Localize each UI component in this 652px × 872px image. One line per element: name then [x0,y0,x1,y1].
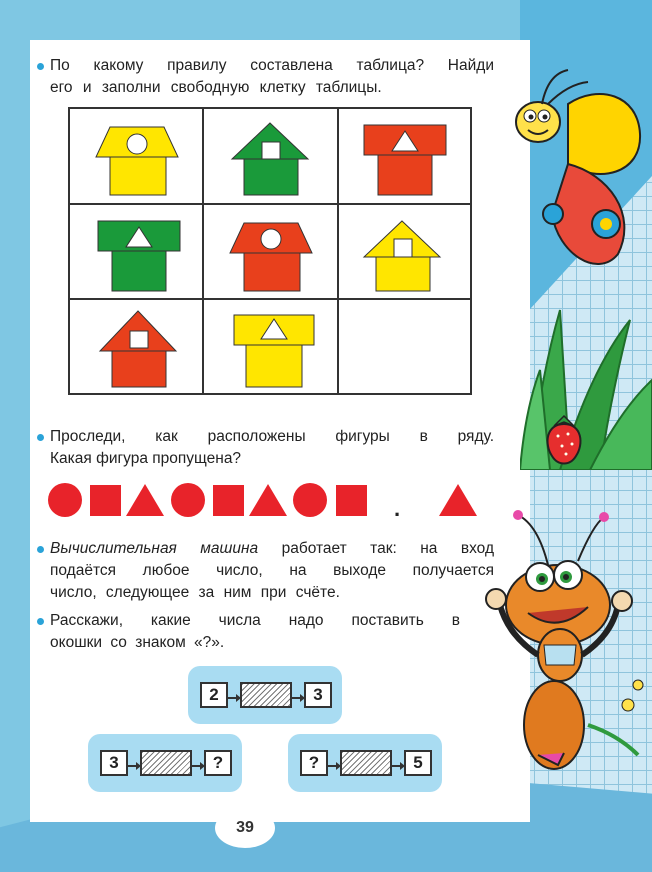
machine-task-italic: Вычислительная машина [50,540,259,557]
machine-body [140,750,192,776]
ant-illustration [478,495,652,785]
butterfly-illustration [508,64,648,284]
table-cell-empty [338,301,472,397]
machine-body [240,682,292,708]
table-cell-red-trapezoid-circle [204,205,338,301]
computing-machine-1 [188,666,342,724]
machine-input-box[interactable]: 2 [200,682,228,708]
machine-input-box[interactable]: ? [300,750,328,776]
sequence-task-line2: Какая фигура пропущена? [50,450,242,467]
machine-task-line1 [50,539,494,559]
bullet-icon [37,434,44,441]
machine-task-line3: число, следующее за ним при счёте. [50,584,340,601]
table-cell-yellow-rect-triangle [204,301,338,397]
machine-task-line1-rest: работает так: на вход [258,540,494,557]
machine-output-box[interactable]: ? [204,750,232,776]
arrow-right-icon [327,758,341,768]
seq-square [336,485,367,516]
seq-triangle [126,484,164,516]
table-cell-green-triangle-square [204,109,338,205]
machine-body [340,750,392,776]
seq-circle [48,483,82,517]
machine-task-line2: подаётся любое число, на выходе получается [50,562,494,579]
bullet-icon [37,546,44,553]
seq-triangle [439,484,477,516]
arrow-right-icon [191,758,205,768]
computing-machine-3 [288,734,442,792]
machine-input-box[interactable]: 3 [100,750,128,776]
table-cell-red-rect-triangle [338,109,472,205]
computing-machine-2 [88,734,242,792]
arrow-right-icon [127,758,141,768]
machine-output-box[interactable]: 5 [404,750,432,776]
shapes-table [68,107,472,395]
table-task-line2: его и заполни свободную клетку таблицы. [50,79,382,96]
seq-square [90,485,121,516]
page-number: 39 [215,808,275,848]
strawberry-icon [542,408,586,468]
bullet-icon [37,63,44,70]
seq-circle [293,483,327,517]
arrow-right-icon [291,690,305,700]
grass-illustration [520,290,652,470]
shape-sequence [48,482,478,518]
bullet-icon [37,618,44,625]
machine-output-box[interactable]: 3 [304,682,332,708]
table-cell-yellow-triangle-square [338,205,472,301]
tell-task-line2: окошки со знаком «?». [50,634,225,651]
arrow-right-icon [227,690,241,700]
sequence-gap-mark: . [394,496,401,521]
seq-triangle [249,484,287,516]
seq-square [213,485,244,516]
table-cell-yellow-trapezoid-circle [70,109,204,205]
table-cell-red-triangle-square [70,301,204,397]
table-cell-green-rect-triangle [70,205,204,301]
table-task-line1: По какому правилу составлена таблица? Найди [50,57,494,74]
tell-task-line1: Расскажи, какие числа надо поставить в [50,612,460,629]
seq-circle [171,483,205,517]
arrow-right-icon [391,758,405,768]
sequence-task-line1: Проследи, как расположены фигуры в ряду. [50,428,494,445]
